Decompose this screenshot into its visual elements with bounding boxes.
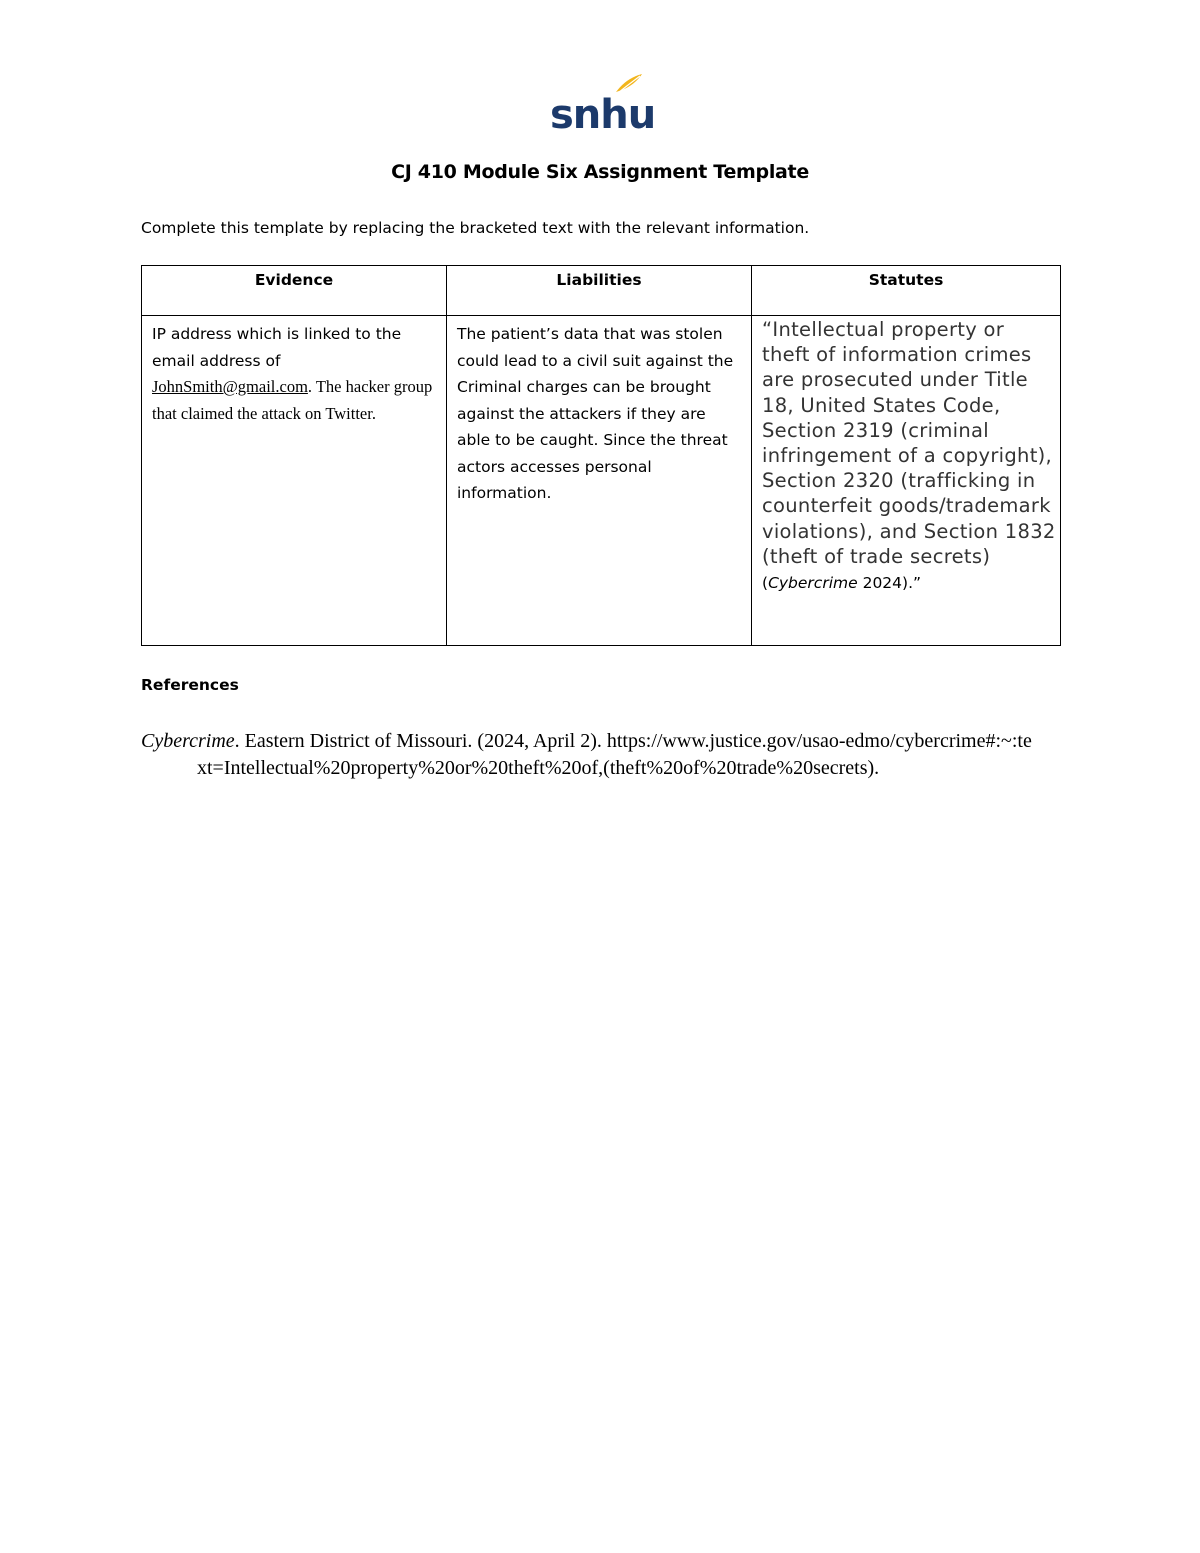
evidence-text: IP address which is linked to the email address of — [152, 325, 402, 370]
header-statutes: Statutes — [752, 266, 1061, 316]
page-title: CJ 410 Module Six Assignment Template — [391, 161, 809, 183]
liabilities-text: The patient’s data that was stolen could lead to a civil suit against the Criminal charges can be brought against the attackers if they are able to be caught. Since the threat actors accesses personal information. — [457, 325, 734, 502]
statutes-cell — [752, 316, 1061, 646]
reference-entry — [141, 728, 1041, 781]
statutes-citation: (Cybercrime 2024).” — [762, 574, 922, 593]
reference-title: Cybercrime — [141, 730, 235, 752]
snhu-logo — [550, 70, 656, 138]
assignment-table — [141, 265, 1061, 646]
statutes-quote: “Intellectual property or theft of information crimes are prosecuted under Title 18, United States Code, Section 2319 (criminal infringement of a copyright), Section 2320 (trafficking in counterfeit goods/trademark violations), and Section 1832 (theft of trade secrets) — [762, 318, 1056, 568]
references-heading: References — [141, 676, 239, 694]
reference-source: . Eastern District of Missouri. (2024, April 2). — [234, 730, 607, 752]
reference-url[interactable]: https://www.justice.gov/usao-edmo/cybercrime#:~:text=Intellectual%20property%20or%20theft%20of,(theft%20of%20trade%20secrets). — [197, 730, 1032, 779]
instructions-text: Complete this template by replacing the bracketed text with the relevant information. — [141, 219, 810, 237]
leaf-icon — [614, 72, 644, 94]
logo-text: snhu — [550, 92, 656, 138]
header-evidence: Evidence — [142, 266, 447, 316]
evidence-text-continued: . The hacker group that claimed the attack on Twitter. — [152, 377, 433, 423]
evidence-email-link[interactable]: JohnSmith@gmail.com — [152, 377, 308, 396]
header-liabilities: Liabilities — [447, 266, 752, 316]
table-row — [142, 316, 1061, 646]
liabilities-cell — [447, 316, 752, 646]
table-header-row — [142, 266, 1061, 316]
evidence-cell — [142, 316, 447, 646]
